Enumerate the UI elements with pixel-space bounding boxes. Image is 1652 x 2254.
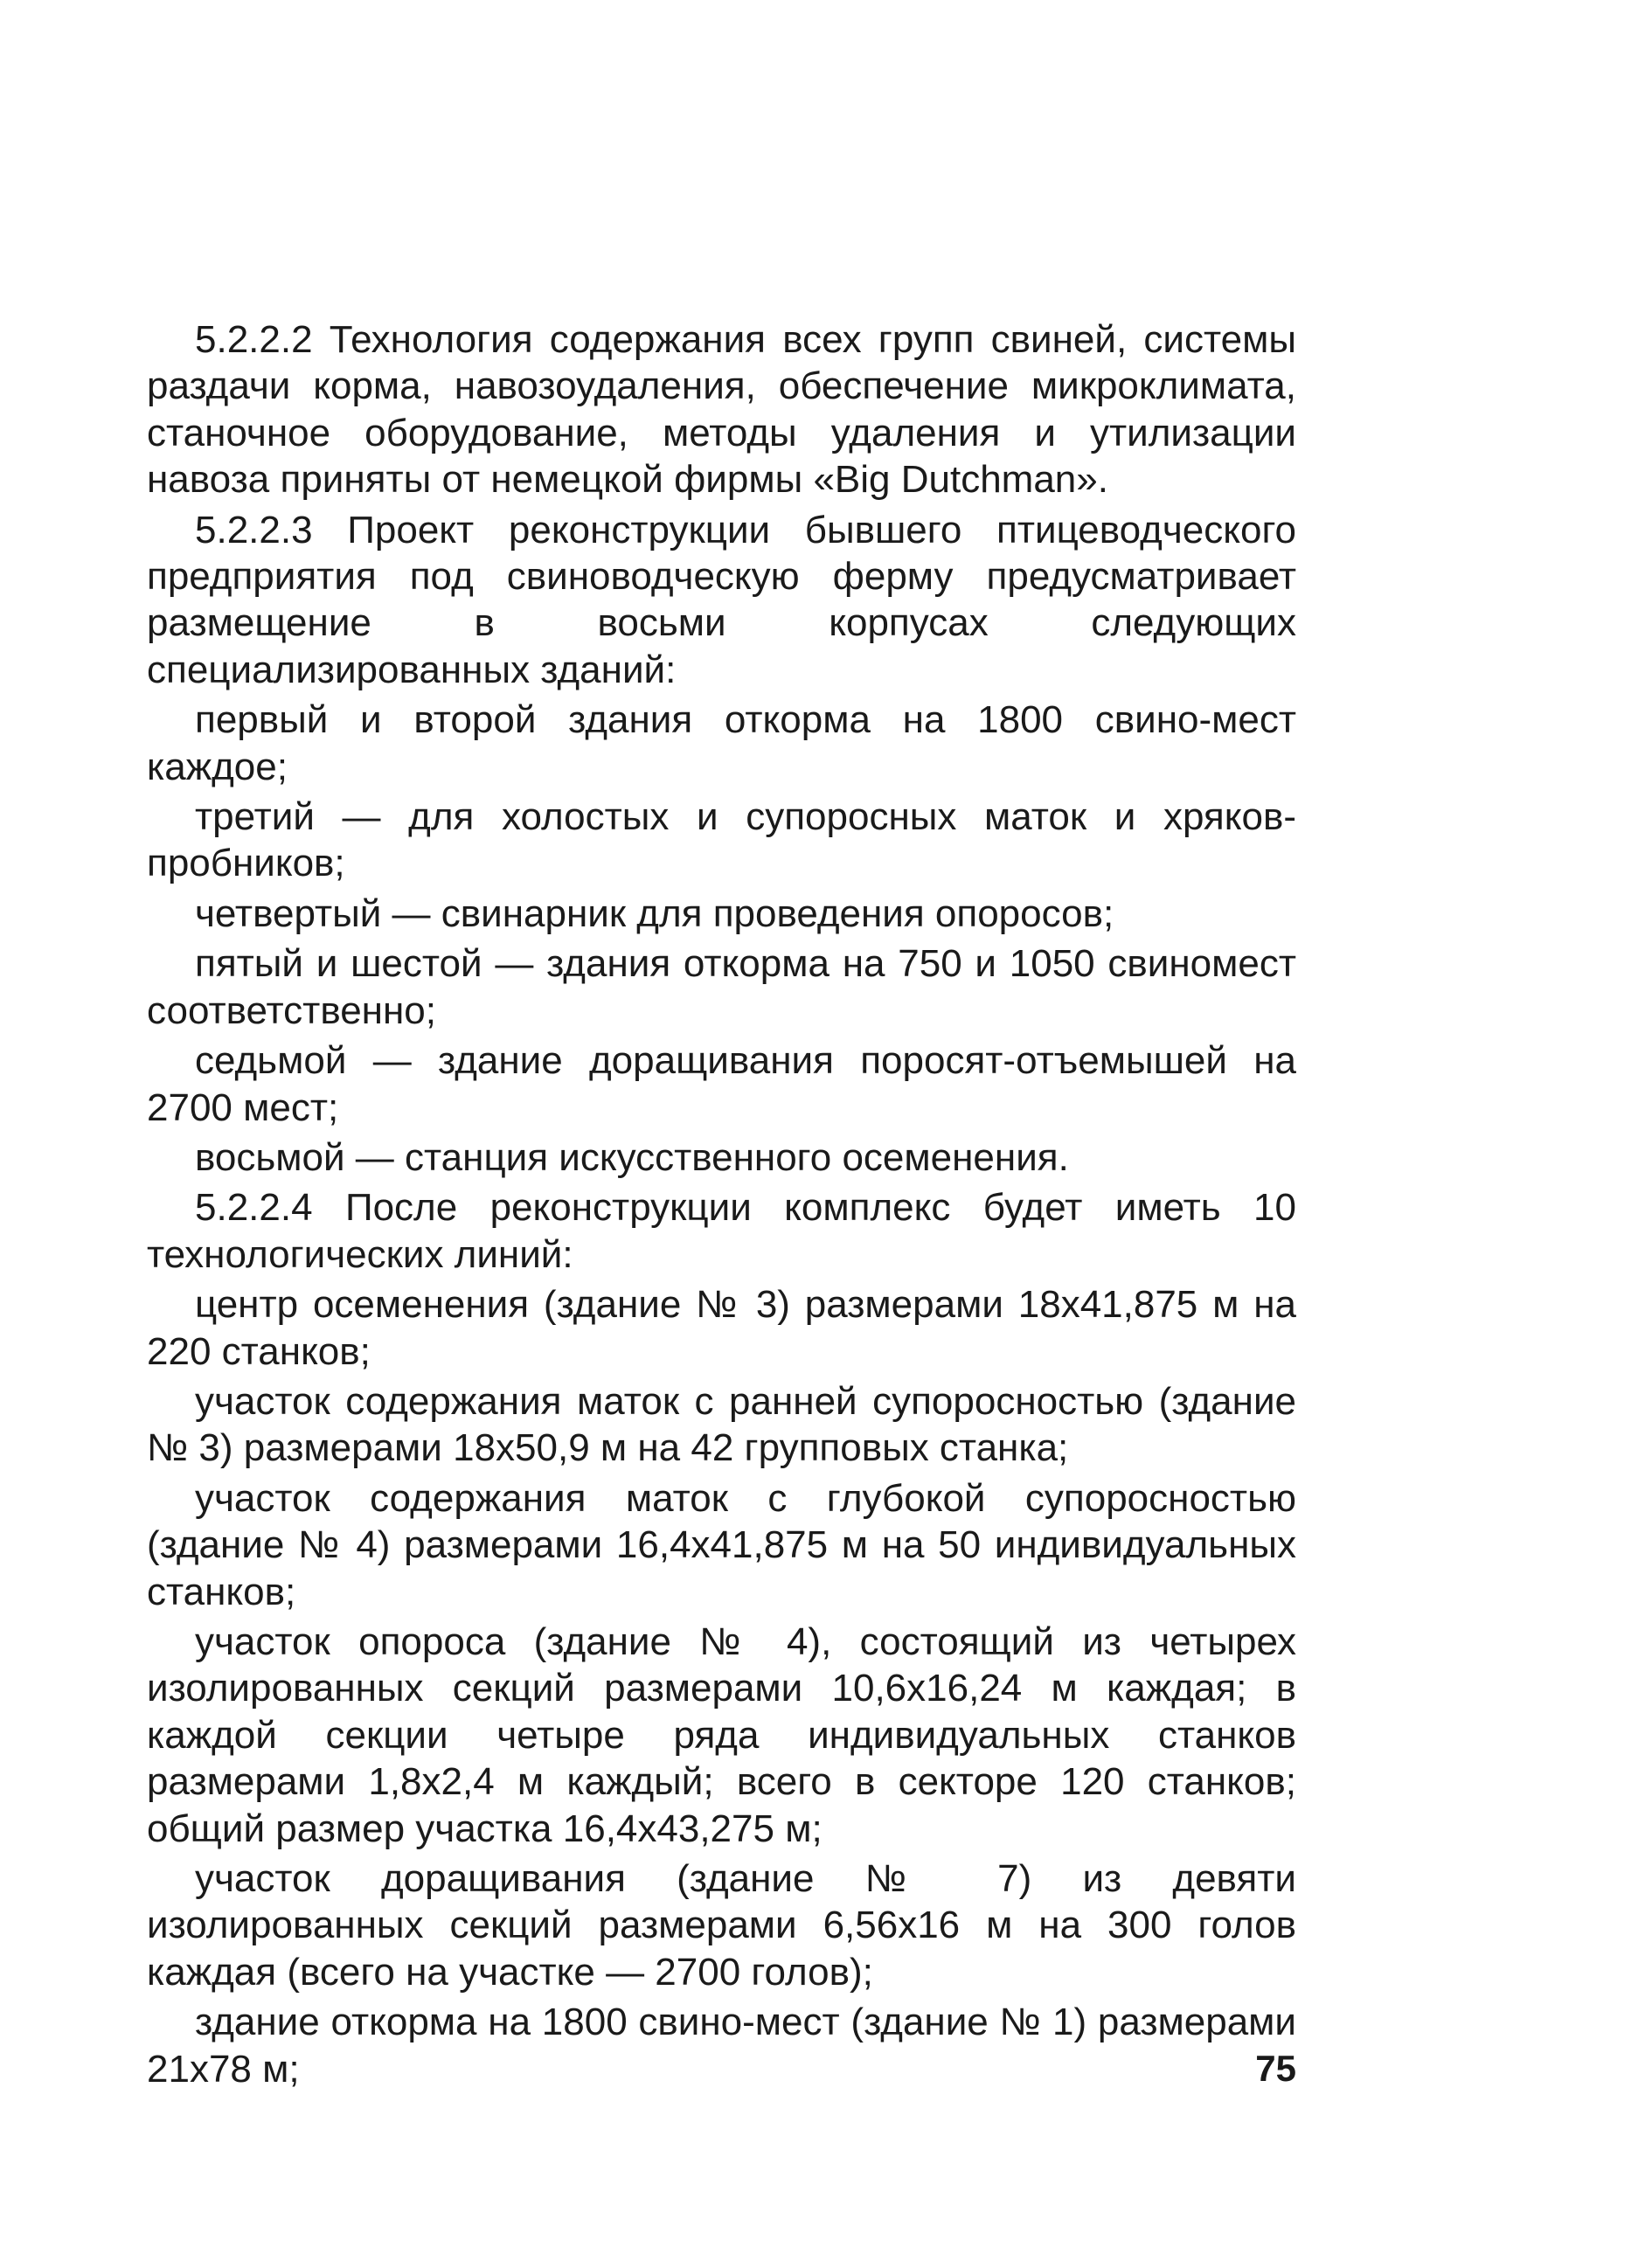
- paragraph-5-2-2-2: 5.2.2.2 Технология содержания всех групп свиней, системы раздачи корма, навозоудаления, обеспечение микроклимата, станочное оборудование, методы удаления и утилизации навоза приняты от немецкой фирмы «Big Dutchman».: [147, 318, 1296, 502]
- list-item-building-8: восьмой — станция искусственного осеменения.: [195, 1135, 1069, 1179]
- page-number: 75: [1255, 2048, 1296, 2089]
- list-item-farrowing: участок опороса (здание № 4), состоящий из четырех изолированных секций размерами 10,6х16,24 м каждая; в каждой секции четыре ряда индивидуальных станков размерами 1,8х2,4 м каждый; всего в секторе 120 станков; общий размер участка 16,4х43,275 м;: [147, 1619, 1296, 1850]
- list-item-buildings-1-2: первый и второй здания откорма на 1800 свино-мест каждое;: [147, 698, 1296, 788]
- list-item-fattening-building-1: здание откорма на 1800 свино-мест (здание № 1) размерами 21х78 м;: [147, 2001, 1296, 2091]
- list-item-late-pregnancy: участок содержания маток с глубокой супоросностью (здание № 4) размерами 16,4х41,875 м на 50 индивидуальных станков;: [147, 1476, 1296, 1613]
- paragraph-5-2-2-3: 5.2.2.3 Проект реконструкции бывшего птицеводческого предприятия под свиноводческую ферму предусматривает размещение в восьми корпусах следующих специализированных зданий:: [147, 508, 1296, 691]
- list-item-building-4: четвертый — свинарник для проведения опоросов;: [195, 891, 1114, 935]
- list-item-nursery: участок доращивания (здание № 7) из девяти изолированных секций размерами 6,56х16 м на 300 голов каждая (всего на участке — 2700 голов);: [147, 1857, 1296, 1994]
- list-item-insemination-center: центр осеменения (здание № 3) размерами 18х41,875 м на 220 станков;: [147, 1283, 1296, 1373]
- paragraph-5-2-2-4: 5.2.2.4 После реконструкции комплекс будет иметь 10 технологических линий:: [147, 1186, 1296, 1276]
- list-item-buildings-5-6: пятый и шестой — здания откорма на 750 и 1050 свиномест соответственно;: [147, 942, 1296, 1032]
- body-text: [147, 316, 1296, 2092]
- list-item-building-7: седьмой — здание доращивания поросят-отъемышей на 2700 мест;: [147, 1039, 1296, 1129]
- list-item-early-pregnancy: участок содержания маток с ранней супоросностью (здание № 3) размерами 18х50,9 м на 42 групповых станка;: [147, 1379, 1296, 1470]
- list-item-building-3: третий — для холостых и супоросных маток и хряков-пробников;: [147, 795, 1296, 885]
